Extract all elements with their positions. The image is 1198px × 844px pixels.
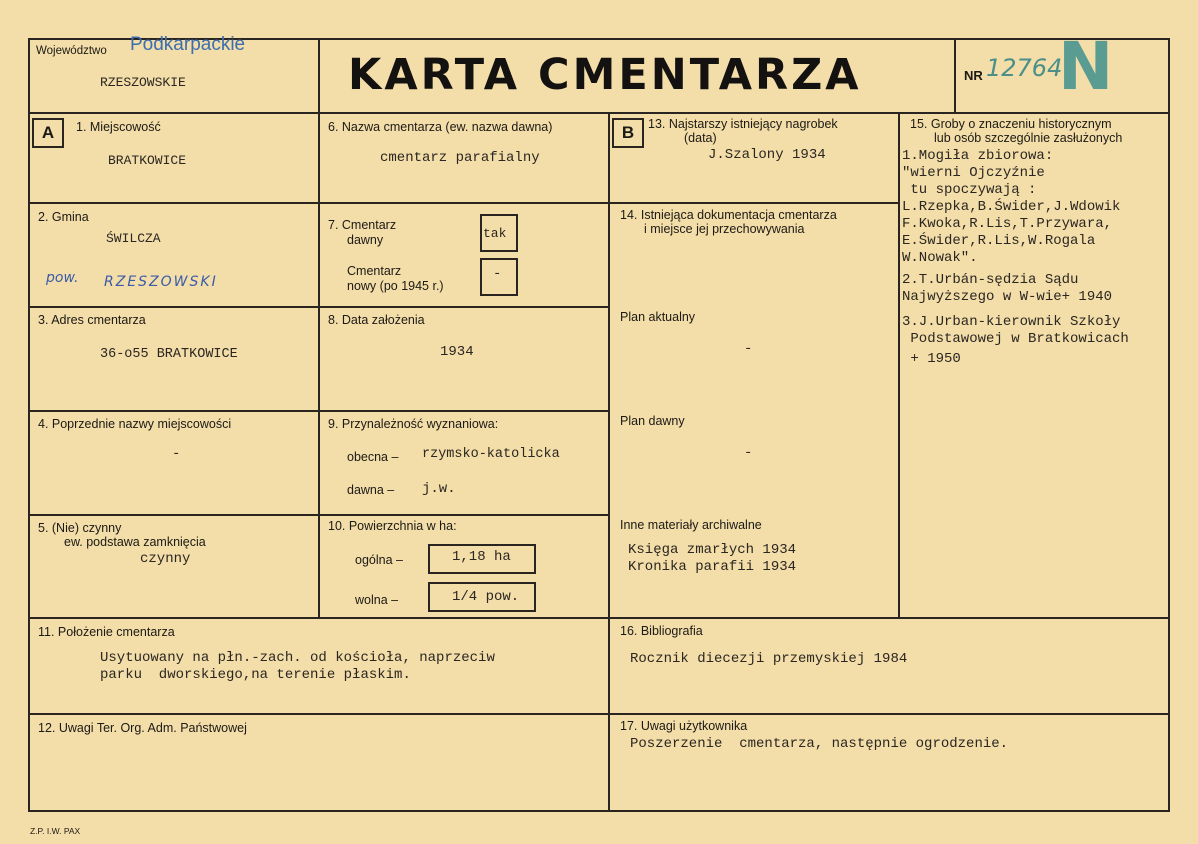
page-title: KARTA CMENTARZA [348, 50, 862, 100]
section-a-badge: A [32, 118, 64, 148]
plan-aktualny-value: - [744, 341, 753, 357]
field-14-label-line1: 14. Istniejąca dokumentacja cmentarza [620, 208, 837, 222]
field-6-label: 6. Nazwa cmentarza (ew. nazwa dawna) [328, 120, 553, 134]
field-2-pow-label: pow. [46, 270, 79, 286]
field-15-line-11: Podstawowej w Bratkowicach [902, 331, 1129, 347]
field-15-line-6: E.Świder,R.Lis,W.Rogala [902, 233, 1096, 249]
field-11-line2: parku dworskiego,na terenie płaskim. [100, 667, 411, 683]
field-7-nowy-value: - [493, 266, 502, 282]
field-9-obecna-value: rzymsko-katolicka [422, 447, 560, 462]
field-6-value: cmentarz parafialny [380, 150, 540, 166]
field-1-value: BRATKOWICE [108, 153, 187, 168]
field-15-line-7: W.Nowak". [902, 250, 978, 266]
field-13-label-line2: (data) [684, 131, 717, 145]
field-16-value: Rocznik diecezji przemyskiej 1984 [630, 651, 908, 667]
field-7-label-line2: dawny [347, 233, 384, 247]
field-16-label: 16. Bibliografia [620, 624, 703, 638]
rule-right [1168, 38, 1170, 812]
field-17-label: 17. Uwagi użytkownika [620, 719, 748, 733]
rule-a1 [28, 202, 900, 204]
rule-mid [28, 617, 1170, 619]
field-1-label: 1. Miejscowość [76, 120, 161, 134]
field-15-line-12: + 1950 [902, 351, 961, 367]
field-15-line-1: 1.Mogiła zbiorowa: [902, 148, 1054, 164]
wojewodztwo-old: RZESZOWSKIE [100, 75, 186, 90]
field-5-value: czynny [140, 551, 191, 567]
field-8-label: 8. Data założenia [328, 313, 425, 327]
nr-label: NR [964, 68, 983, 83]
plan-dawny-label: Plan dawny [620, 414, 685, 428]
field-7-dawny-value: tak [483, 226, 507, 241]
field-15-line-5: F.Kwoka,R.Lis,T.Przywara, [902, 216, 1113, 232]
field-8-value: 1934 [440, 344, 474, 360]
rule-col3 [898, 112, 900, 619]
inne-materialy-line2: Kronika parafii 1934 [628, 559, 797, 575]
field-10-label: 10. Powierzchnia w ha: [328, 519, 457, 533]
inne-materialy-line1: Księga zmarłych 1934 [628, 542, 797, 558]
rule-low [28, 713, 1170, 715]
field-15-line-9: Najwyższego w W-wie+ 1940 [902, 289, 1113, 305]
field-9-obecna-label: obecna – [347, 450, 399, 464]
field-15-line-3: tu spoczywają : [902, 182, 1037, 198]
field-14-label-line2: i miejsce jej przechowywania [644, 222, 805, 236]
field-15-label-line1: 15. Groby o znaczeniu historycznym [910, 117, 1112, 131]
field-15-line-4: L.Rzepka,B.Świder,J.Wdowik [902, 199, 1121, 215]
plan-dawny-value: - [744, 445, 753, 461]
field-7-nowy-line1: Cmentarz [347, 264, 402, 278]
field-15-label-line2: lub osób szczególnie zasłużonych [934, 131, 1123, 145]
field-15-line-8: 2.T.Urbán-sędzia Sądu [902, 272, 1079, 288]
inne-materialy-label: Inne materiały archiwalne [620, 518, 762, 532]
field-5-label-line2: ew. podstawa zamknięcia [64, 535, 206, 549]
field-10-ogolna-label: ogólna – [355, 553, 403, 567]
field-4-value: - [172, 446, 181, 462]
field-15-line-10: 3.J.Urban-kierownik Szkoły [902, 314, 1121, 330]
field-5-label-line1: 5. (Nie) czynny [38, 521, 122, 535]
field-15-line-2: "wierni Ojczyźnie [902, 165, 1045, 181]
field-7-nowy-line2: nowy (po 1945 r.) [347, 279, 444, 293]
field-2-pow-value: RZESZOWSKI [104, 274, 218, 290]
field-13-value: J.Szalony 1934 [708, 147, 826, 163]
rule-left [28, 38, 30, 812]
field-12-label: 12. Uwagi Ter. Org. Adm. Państwowej [38, 721, 247, 735]
field-17-value: Poszerzenie cmentarza, następnie ogrodzenie. [630, 736, 1009, 752]
field-10-wolna-label: wolna – [355, 593, 399, 607]
field-2-value: ŚWILCZA [106, 231, 161, 246]
nr-value: 12764 [986, 54, 1063, 82]
rule-nr [954, 38, 956, 114]
field-11-line1: Usytuowany na płn.-zach. od kościoła, naprzeciw [100, 650, 495, 666]
field-10-ogolna-value: 1,18 ha [452, 549, 511, 565]
plan-aktualny-label: Plan aktualny [620, 310, 696, 324]
rule-bottom [28, 810, 1170, 812]
wojewodztwo-label: Województwo [36, 45, 107, 57]
field-9-label: 9. Przynależność wyznaniowa: [328, 417, 499, 431]
field-10-wolna-value: 1/4 pow. [452, 589, 520, 605]
rule-col2 [608, 112, 610, 810]
wojewodztwo-stamp: Podkarpackie [130, 34, 246, 55]
field-3-label: 3. Adres cmentarza [38, 313, 146, 327]
nr-letter: N [1058, 28, 1114, 105]
field-2-label: 2. Gmina [38, 210, 89, 224]
field-13-label-line1: 13. Najstarszy istniejący nagrobek [648, 117, 838, 131]
field-3-value: 36-o55 BRATKOWICE [100, 347, 238, 362]
rule-col1 [318, 38, 320, 619]
field-4-label: 4. Poprzednie nazwy miejscowości [38, 417, 232, 431]
printer-mark: Z.P. I.W. PAX [30, 826, 81, 836]
field-11-label: 11. Położenie cmentarza [38, 625, 175, 639]
section-b-badge: B [612, 118, 644, 148]
field-7-label-line1: 7. Cmentarz [328, 218, 397, 232]
field-9-dawna-label: dawna – [347, 483, 395, 497]
rule-header-bottom [28, 112, 1170, 114]
field-9-dawna-value: j.w. [422, 481, 456, 497]
